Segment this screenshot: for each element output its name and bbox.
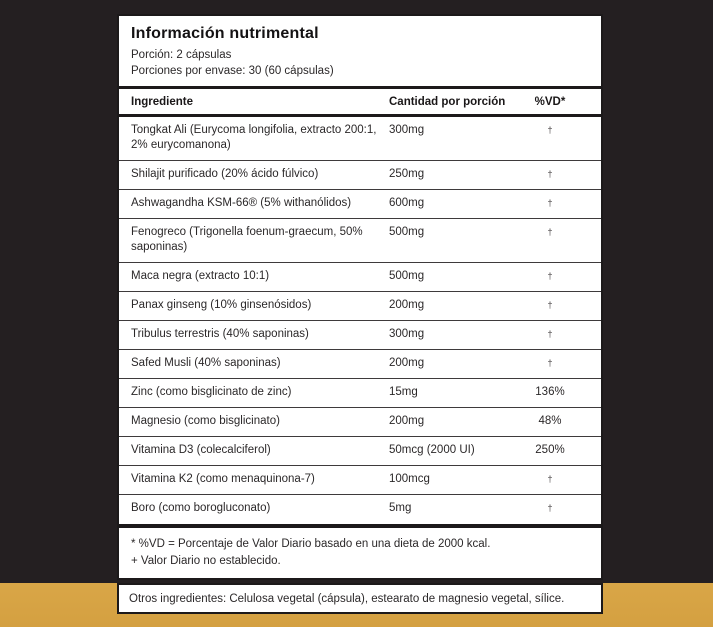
- ingredient-amount: 500mg: [389, 225, 425, 238]
- ingredient-daily-value: †: [547, 270, 553, 281]
- ingredient-name: Fenogreco (Trigonella foenum-graecum, 50% saponinas): [131, 225, 363, 253]
- table-header-row: [119, 89, 601, 114]
- ingredient-name: Panax ginseng (10% ginsenósidos): [131, 298, 312, 311]
- other-ingredients-box: [117, 583, 603, 614]
- ingredient-daily-value: †: [547, 299, 553, 310]
- ingredient-amount: 200mg: [389, 298, 425, 311]
- ingredient-amount: 50mcg (2000 UI): [389, 443, 475, 456]
- column-header-dv: %VD*: [534, 95, 566, 108]
- ingredient-daily-value: †: [547, 226, 553, 237]
- panel-header: [119, 16, 601, 86]
- panel-title: Información nutrimental: [131, 25, 319, 42]
- ingredient-amount: 300mg: [389, 327, 425, 340]
- nutrition-facts-panel: [117, 14, 603, 580]
- ingredient-amount: 600mg: [389, 196, 425, 209]
- ingredient-daily-value: 136%: [535, 385, 565, 398]
- table-row: [119, 161, 601, 190]
- ingredient-amount: 200mg: [389, 356, 425, 369]
- ingredient-name: Tongkat Ali (Eurycoma longifolia, extracto 200:1, 2% eurycomanona): [131, 123, 377, 151]
- table-row: [119, 117, 601, 161]
- ingredient-name: Vitamina D3 (colecalciferol): [131, 443, 271, 456]
- footnote-dagger: + Valor Diario no establecido.: [131, 554, 281, 567]
- table-row: [119, 321, 601, 350]
- ingredient-amount: 300mg: [389, 123, 425, 136]
- ingredient-name: Boro (como borogluconato): [131, 501, 271, 514]
- other-ingredients-text: Otros ingredientes: Celulosa vegetal (cápsula), estearato de magnesio vegetal, sílice.: [129, 592, 565, 605]
- ingredient-rows: [119, 117, 601, 524]
- ingredient-name: Tribulus terrestris (40% saponinas): [131, 327, 309, 340]
- ingredient-amount: 500mg: [389, 269, 425, 282]
- footnote-dv: * %VD = Porcentaje de Valor Diario basado en una dieta de 2000 kcal.: [131, 537, 491, 550]
- table-row: [119, 408, 601, 437]
- ingredient-amount: 5mg: [389, 501, 412, 514]
- table-row: [119, 437, 601, 466]
- ingredient-amount: 15mg: [389, 385, 418, 398]
- ingredient-name: Safed Musli (40% saponinas): [131, 356, 281, 369]
- table-row: [119, 292, 601, 321]
- table-row: [119, 495, 601, 524]
- ingredient-name: Magnesio (como bisglicinato): [131, 414, 280, 427]
- ingredient-daily-value: †: [547, 197, 553, 208]
- ingredient-name: Shilajit purificado (20% ácido fúlvico): [131, 167, 319, 180]
- ingredient-daily-value: †: [547, 124, 553, 135]
- ingredient-daily-value: †: [547, 328, 553, 339]
- column-header-ingredient: Ingrediente: [131, 95, 193, 108]
- ingredient-daily-value: 48%: [538, 414, 562, 427]
- table-row: [119, 263, 601, 292]
- serving-size: Porción: 2 cápsulas: [131, 49, 232, 61]
- ingredient-name: Zinc (como bisglicinato de zinc): [131, 385, 292, 398]
- ingredient-name: Ashwagandha KSM-66® (5% withanólidos): [131, 196, 352, 209]
- table-row: [119, 466, 601, 495]
- ingredient-name: Maca negra (extracto 10:1): [131, 269, 270, 282]
- ingredient-amount: 200mg: [389, 414, 425, 427]
- table-row: [119, 379, 601, 408]
- ingredient-daily-value: 250%: [535, 443, 565, 456]
- ingredient-daily-value: †: [547, 502, 553, 513]
- table-row: [119, 350, 601, 379]
- servings-per-container: Porciones por envase: 30 (60 cápsulas): [131, 65, 334, 78]
- footnotes: [119, 528, 601, 579]
- ingredient-amount: 250mg: [389, 167, 425, 180]
- column-header-amount: Cantidad por porción: [389, 95, 506, 108]
- table-row: [119, 219, 601, 263]
- ingredient-amount: 100mcg: [389, 472, 430, 485]
- ingredient-daily-value: †: [547, 473, 553, 484]
- table-row: [119, 190, 601, 219]
- ingredient-daily-value: †: [547, 357, 553, 368]
- ingredient-name: Vitamina K2 (como menaquinona-7): [131, 472, 315, 485]
- ingredient-daily-value: †: [547, 168, 553, 179]
